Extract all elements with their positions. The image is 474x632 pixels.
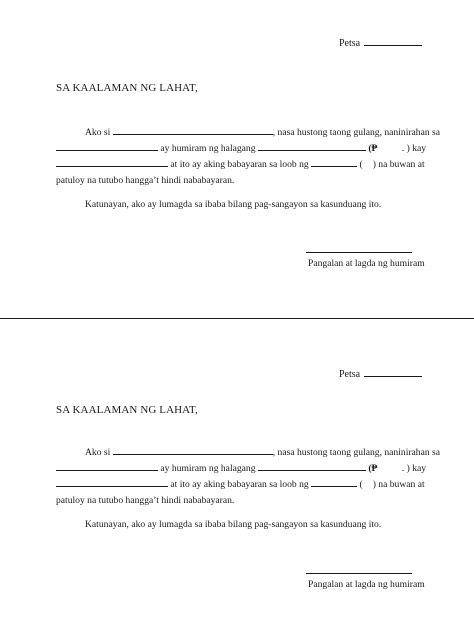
paragraph-line-1 bbox=[56, 125, 441, 141]
paragraph-line-1 bbox=[56, 445, 441, 461]
name-blank[interactable] bbox=[113, 126, 273, 135]
text: ay humiram ng halagang bbox=[160, 143, 256, 154]
text: , nasa hustong taong gulang, naninirahan sa bbox=[272, 447, 441, 458]
text: Katunayan, ako ay lumagda sa ibaba bilang pag-sangayon sa kasunduang ito. bbox=[85, 199, 382, 210]
promissory-form-bottom bbox=[0, 316, 474, 632]
text: Ako si bbox=[85, 127, 111, 138]
text: (₱ bbox=[368, 463, 378, 474]
text: at ito ay aking babayaran sa loob ng bbox=[170, 479, 309, 490]
heading: SA KAALAMAN NG LAHAT, bbox=[56, 82, 198, 94]
months-words-blank[interactable] bbox=[311, 158, 357, 167]
text: . bbox=[401, 143, 405, 154]
text: , nasa hustong taong gulang, naninirahan sa bbox=[272, 127, 441, 138]
lender-blank[interactable] bbox=[56, 158, 168, 167]
text: (₱ bbox=[368, 143, 378, 154]
paragraph-line-4: patuloy na tutubo hangga’t hindi nababayaran. bbox=[56, 495, 235, 506]
address-blank[interactable] bbox=[56, 462, 158, 471]
amount-words-blank[interactable] bbox=[258, 142, 366, 151]
address-blank[interactable] bbox=[56, 142, 158, 151]
text: . bbox=[401, 463, 405, 474]
signature-label: Pangalan at lagda ng humiram bbox=[308, 258, 425, 269]
signature-line[interactable] bbox=[306, 573, 412, 574]
date-blank[interactable] bbox=[364, 368, 422, 377]
date-label: Petsa bbox=[339, 369, 361, 380]
paragraph-line-4: patuloy na tutubo hangga’t hindi nababayaran. bbox=[56, 175, 235, 186]
closing-statement bbox=[56, 517, 424, 533]
text: at ito ay aking babayaran sa loob ng bbox=[170, 159, 309, 170]
date-blank[interactable] bbox=[364, 37, 422, 46]
heading: SA KAALAMAN NG LAHAT, bbox=[56, 404, 198, 416]
date-label: Petsa bbox=[339, 38, 361, 49]
text: ( bbox=[359, 479, 363, 490]
paragraph-line-2 bbox=[56, 141, 427, 157]
months-words-blank[interactable] bbox=[311, 478, 357, 487]
text: Ako si bbox=[85, 447, 111, 458]
amount-words-blank[interactable] bbox=[258, 462, 366, 471]
paragraph-line-2 bbox=[56, 461, 427, 477]
signature-line[interactable] bbox=[306, 252, 412, 253]
text: ay humiram ng halagang bbox=[160, 463, 256, 474]
text: ) kay bbox=[406, 463, 427, 474]
name-blank[interactable] bbox=[113, 446, 273, 455]
signature-label: Pangalan at lagda ng humiram bbox=[308, 579, 425, 590]
lender-blank[interactable] bbox=[56, 478, 168, 487]
text: ) na buwan at bbox=[372, 159, 425, 170]
paragraph-line-3 bbox=[56, 477, 424, 493]
text: ) na buwan at bbox=[372, 479, 425, 490]
date-field bbox=[339, 37, 422, 49]
closing-statement bbox=[56, 197, 424, 213]
text: ( bbox=[359, 159, 363, 170]
paragraph-line-3 bbox=[56, 157, 424, 173]
text: Katunayan, ako ay lumagda sa ibaba bilang pag-sangayon sa kasunduang ito. bbox=[85, 519, 382, 530]
date-field bbox=[339, 368, 422, 380]
text: ) kay bbox=[406, 143, 427, 154]
